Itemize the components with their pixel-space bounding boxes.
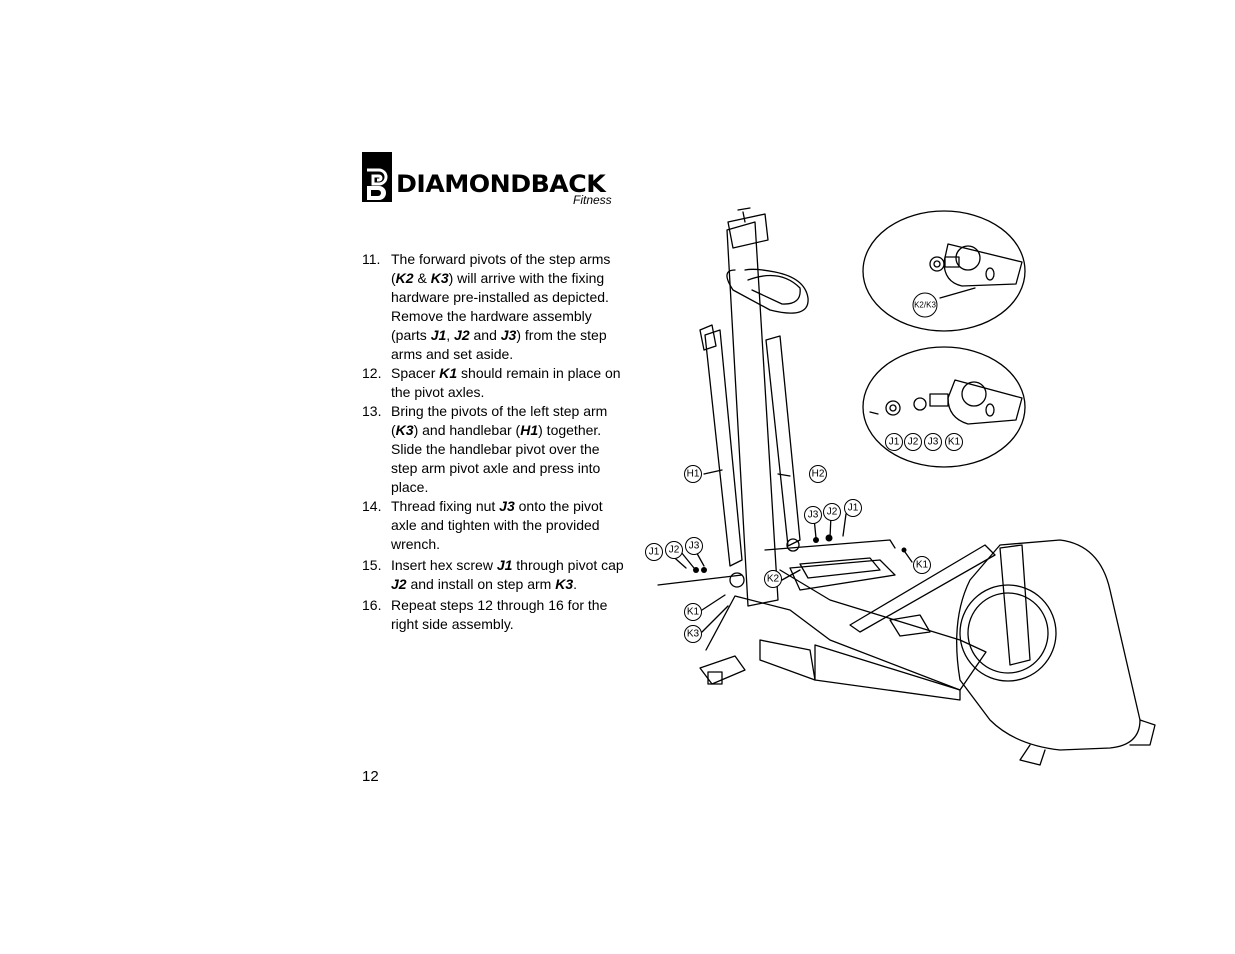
label-k1-detail: K1 [947, 436, 961, 448]
step-text: Spacer [391, 365, 440, 381]
label-h2: H2 [811, 468, 825, 480]
step-text: should remain in place on the pivot axles. [391, 365, 621, 400]
step-item [362, 402, 626, 497]
step-item [362, 497, 626, 554]
step-text: , [446, 327, 455, 343]
label-k3: K3 [686, 628, 700, 640]
label-k1-left: K1 [686, 606, 700, 618]
assembly-steps-list [362, 250, 626, 634]
label-j3-detail: J3 [927, 436, 939, 448]
label-k1-right: K1 [915, 559, 929, 571]
step-text: Insert hex screw [391, 557, 497, 573]
part-code: K1 [439, 365, 458, 381]
label-j1-right: J1 [847, 502, 859, 514]
page-number: 12 [362, 768, 379, 785]
step-text: onto the pivot axle and tighten with the provided wrench. [391, 498, 603, 552]
part-code: J2 [454, 327, 470, 343]
part-code: J2 [391, 576, 407, 592]
brand-subtitle: Fitness [573, 193, 612, 207]
step-text: Repeat steps 12 through 16 for the right side assembly. [391, 597, 608, 632]
step-text: ) together. Slide the handlebar pivot over the step arm pivot axle and press into place. [391, 422, 602, 495]
step-text: and install on step arm [406, 576, 556, 592]
step-text: Bring the pivots of the left step arm ( [391, 403, 608, 438]
brand-logo [362, 152, 622, 210]
step-item [362, 250, 626, 364]
label-j1-left: J1 [648, 546, 660, 558]
part-code: J3 [499, 498, 515, 514]
label-h1: H1 [686, 468, 700, 480]
step-number: 15. [362, 557, 382, 573]
step-text: ) from the step arms and set aside. [391, 327, 607, 362]
part-code: K3 [555, 576, 574, 592]
part-code: K2 [395, 270, 414, 286]
step-number: 12. [362, 365, 382, 381]
label-k2: K2 [766, 573, 780, 585]
step-text: ) and handlebar ( [413, 422, 521, 438]
label-j3-left: J3 [688, 540, 700, 552]
part-code: J1 [496, 557, 513, 573]
step-text: & [413, 270, 431, 286]
step-text: and [469, 327, 501, 343]
label-j2-right: J2 [826, 506, 838, 518]
part-code: H1 [520, 422, 539, 438]
elliptical-assembly-diagram [640, 200, 1160, 780]
step-text: Thread fixing nut [391, 498, 500, 514]
label-j1-detail: J1 [888, 436, 900, 448]
label-j2-detail: J2 [907, 436, 919, 448]
step-text: The forward pivots of the step arms ( [391, 251, 611, 286]
label-k2k3: K2/K3 [914, 300, 936, 310]
part-code: J1 [430, 327, 447, 343]
part-code: K3 [395, 422, 414, 438]
step-item [362, 364, 626, 402]
step-number: 14. [362, 498, 382, 514]
step-text: ) will arrive with the fixing hardware pre-installed as depicted. Remove the hardware assembly (parts [391, 270, 609, 343]
step-text: through pivot cap [512, 557, 624, 573]
label-j2-left: J2 [668, 544, 680, 556]
step-item [362, 596, 626, 634]
diamondback-logo-icon [362, 152, 392, 202]
step-number: 13. [362, 403, 382, 419]
part-code: K3 [430, 270, 449, 286]
label-j3-right: J3 [807, 509, 819, 521]
step-item [362, 556, 626, 594]
step-number: 11. [362, 251, 381, 267]
detail-circle-exploded [863, 347, 1025, 467]
step-number: 16. [362, 597, 382, 613]
detail-circle-assembled [863, 211, 1025, 331]
part-code: J3 [500, 327, 517, 343]
step-text: . [573, 576, 578, 592]
brand-name: DIAMONDBACK [396, 170, 606, 198]
